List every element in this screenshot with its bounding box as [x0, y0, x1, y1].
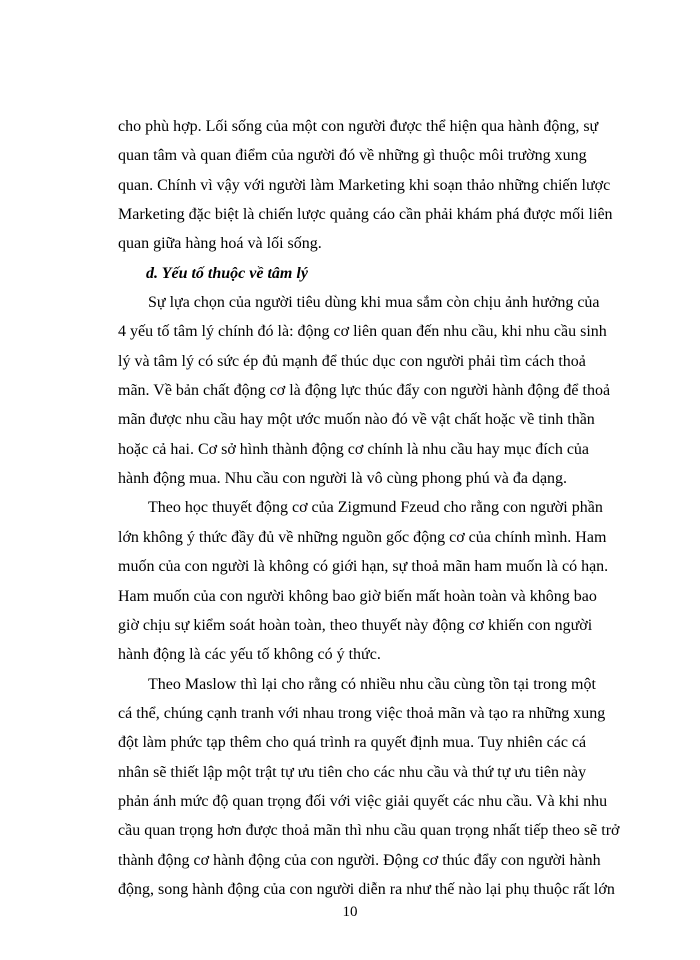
text-line: lý và tâm lý có sức ép đủ mạnh để thúc dục con người phải tìm cách thoả — [118, 352, 586, 370]
text-line: nhân sẽ thiết lập một trật tự ưu tiên cho các nhu cầu và thứ tự ưu tiên này — [118, 763, 587, 781]
text-line: quan tâm và quan điểm của người đó về những gì thuộc môi trường xung — [118, 147, 587, 165]
paragraph-lifestyle — [118, 112, 613, 259]
text-line: cá thể, chúng cạnh tranh với nhau trong việc thoả mãn và tạo ra những xung — [118, 704, 606, 722]
text-line: cầu quan trọng hơn được thoả mãn thì nhu cầu quan trọng nhất tiếp theo sẽ trở — [118, 822, 620, 840]
text-line: Theo Maslow thì lại cho rằng có nhiều nhu cầu cùng tồn tại trong một — [148, 675, 596, 693]
paragraph-psychology — [118, 288, 611, 493]
text-line: phản ánh mức độ quan trọng đối với việc giải quyết các nhu cầu. Và khi nhu — [118, 792, 608, 810]
text-line: động, song hành động của con người diễn ra như thế nào lại phụ thuộc rất lớn — [118, 880, 615, 898]
paragraph-maslow — [118, 670, 620, 905]
section-heading: d. Yếu tố thuộc về tâm lý — [146, 264, 308, 282]
text-line: cho phù hợp. Lối sống của một con người được thể hiện qua hành động, sự — [118, 118, 599, 135]
text-line: thành động cơ hành động của con người. Động cơ thúc đẩy con người hành — [118, 851, 601, 869]
text-line: 4 yếu tố tâm lý chính đó là: động cơ liên quan đến nhu cầu, khi nhu cầu sinh — [118, 323, 607, 341]
paragraph-freud — [118, 493, 609, 669]
text-line: Ham muốn của con người không bao giờ biến mất hoàn toàn và không bao — [118, 587, 597, 605]
text-line: Theo học thuyết động cơ của Zigmund Fzeud cho rằng con người phần — [148, 499, 603, 517]
text-line: lớn không ý thức đầy đủ về những nguồn gốc động cơ của chính mình. Ham — [118, 528, 607, 546]
text-line: mãn được nhu cầu hay một ước muốn nào đó về vật chất hoặc về tinh thần — [118, 411, 595, 429]
text-line: muốn của con người là không có giới hạn, sự thoả mãn ham muốn là có hạn. — [118, 558, 609, 576]
text-line: Sự lựa chọn của người tiêu dùng khi mua sắm còn chịu ảnh hưởng của — [148, 294, 600, 312]
text-line: quan giữa hàng hoá và lối sống. — [118, 235, 322, 253]
text-line: hoặc cả hai. Cơ sở hình thành động cơ chính là nhu cầu hay mục đích của — [118, 440, 590, 458]
text-line: quan. Chính vì vậy với người làm Marketing khi soạn thảo những chiến lược — [118, 176, 611, 194]
body-text — [118, 112, 620, 904]
text-line: hành động là các yếu tố không có ý thức. — [118, 646, 381, 664]
text-line: Marketing đặc biệt là chiến lược quảng cáo cần phải khám phá được mối liên — [118, 206, 613, 224]
text-line: mãn. Về bản chất động cơ là động lực thúc đẩy con người hành động để thoả — [118, 382, 611, 400]
text-line: đột làm phức tạp thêm cho quá trình ra quyết định mua. Tuy nhiên các cá — [118, 734, 587, 752]
text-line: hành động mua. Nhu cầu con người là vô cùng phong phú và đa dạng. — [118, 470, 568, 488]
page-number: 10 — [342, 904, 358, 920]
text-line: giờ chịu sự kiểm soát hoàn toàn, theo thuyết này động cơ khiến con người — [118, 616, 593, 634]
